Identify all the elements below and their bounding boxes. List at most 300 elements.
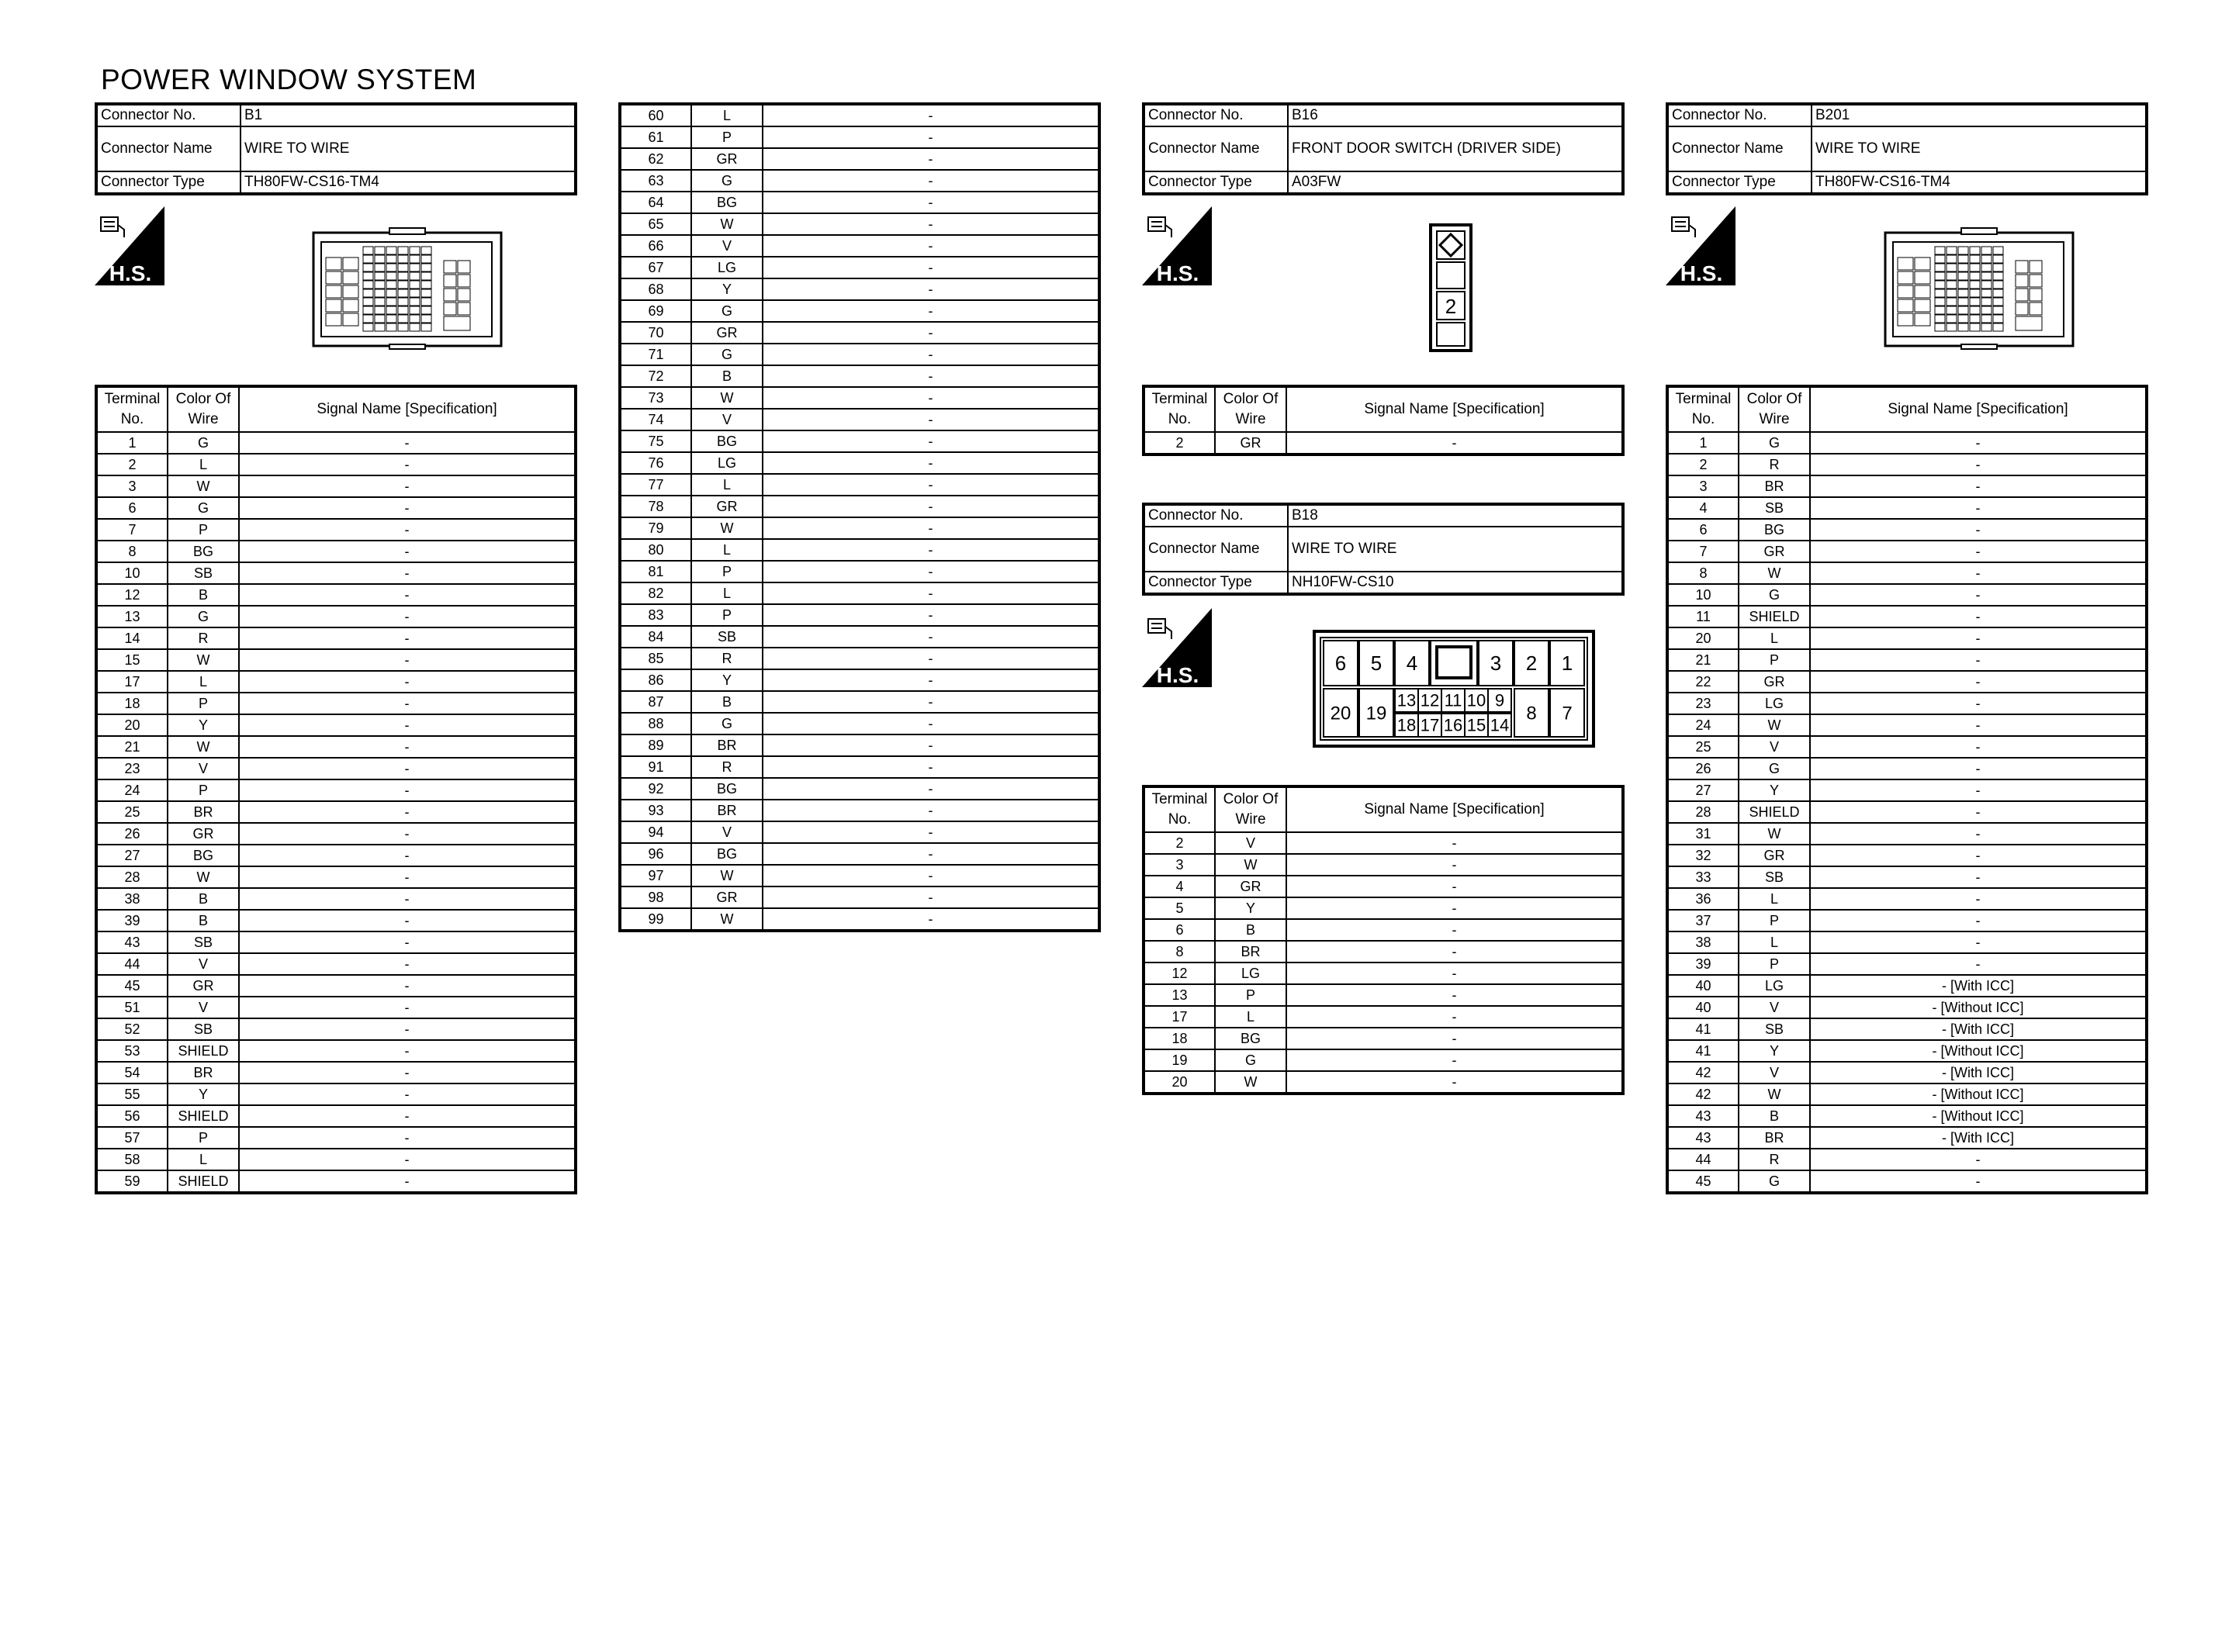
pin-cell <box>363 281 373 289</box>
signal-name-header: Signal Name [Specification] <box>239 386 576 432</box>
pin-cell <box>1993 289 2003 297</box>
signal-name-cell: - <box>1810 866 2147 888</box>
table-row <box>1667 779 2147 801</box>
wire-color-cell: LG <box>1739 693 1810 714</box>
signal-name-cell: - <box>763 604 1099 626</box>
signal-name-cell: - <box>239 627 576 649</box>
terminal-no-cell: 97 <box>620 865 691 886</box>
pin-cell <box>1970 247 1980 254</box>
pin-number: 10 <box>1466 690 1486 710</box>
wire-color-cell: B <box>1215 919 1286 941</box>
pin-cell <box>1970 306 1980 314</box>
pin-cell <box>375 255 385 263</box>
connector-name-value: WIRE TO WIRE <box>241 126 576 171</box>
pin-number: 4 <box>1406 651 1418 676</box>
wire-color-cell: P <box>691 561 763 582</box>
signal-name-cell: - <box>763 517 1099 539</box>
wire-color-cell: V <box>691 409 763 430</box>
table-row <box>1667 1127 2147 1149</box>
pin-cell <box>375 298 385 306</box>
terminal-no-cell: 55 <box>96 1083 168 1105</box>
signal-name-cell: - <box>763 365 1099 387</box>
signal-name-cell: - <box>1286 919 1623 941</box>
table-row <box>620 452 1099 474</box>
terminal-no-cell: 41 <box>1667 1040 1739 1062</box>
terminal-no-cell: 19 <box>1144 1049 1215 1071</box>
table-row <box>620 843 1099 865</box>
signal-name-cell: - <box>1286 1049 1623 1071</box>
table-row <box>96 1170 576 1193</box>
pin-cell <box>1981 272 1992 280</box>
b16-connector-drawing <box>1427 222 1474 354</box>
terminal-no-cell: 81 <box>620 561 691 582</box>
table-row <box>620 561 1099 582</box>
wire-color-cell: BR <box>1215 941 1286 963</box>
b16-terminal-table <box>1142 385 1625 456</box>
signal-name-cell: - <box>763 170 1099 192</box>
table-row <box>96 823 576 845</box>
pin-cell <box>410 264 420 271</box>
pin-cell <box>386 289 396 297</box>
pin-cell <box>375 247 385 254</box>
table-row <box>96 975 576 997</box>
table-row <box>1667 584 2147 606</box>
wire-color-cell: BG <box>168 541 239 562</box>
signal-name-cell: - <box>763 452 1099 474</box>
pin-cell <box>2030 302 2042 315</box>
pin-cell <box>375 289 385 297</box>
wire-color-cell: BR <box>691 734 763 756</box>
hs-badge-label: H.S. <box>1156 261 1199 285</box>
pin-cell <box>444 261 456 273</box>
signal-name-cell: - <box>763 192 1099 213</box>
table-row <box>1667 627 2147 649</box>
pin-cell <box>1935 264 1945 271</box>
signal-name-cell: - <box>763 322 1099 344</box>
table-row <box>1144 1049 1623 1071</box>
wire-color-cell: L <box>1739 627 1810 649</box>
table-row <box>620 691 1099 713</box>
table-row <box>1144 876 1623 897</box>
wire-color-cell: W <box>1739 1083 1810 1105</box>
table-row <box>620 626 1099 648</box>
signal-name-cell: - <box>1810 953 2147 975</box>
terminal-no-cell: 91 <box>620 756 691 778</box>
wire-color-cell: B <box>168 584 239 606</box>
pin-cell <box>1981 315 1992 323</box>
wire-color-cell: R <box>691 756 763 778</box>
pin-cell <box>375 315 385 323</box>
terminal-no-cell: 18 <box>1144 1028 1215 1049</box>
pin-number: 20 <box>1330 703 1351 724</box>
terminal-no-cell: 65 <box>620 213 691 235</box>
signal-name-cell: - <box>239 953 576 975</box>
connector-name-label: Connector Name <box>1144 527 1288 572</box>
wire-color-cell: BR <box>168 801 239 823</box>
pin-cell <box>2016 261 2028 273</box>
pin-number: 1 <box>1561 651 1573 676</box>
signal-name-cell: - <box>763 344 1099 365</box>
pin-cell <box>398 281 408 289</box>
terminal-no-cell: 70 <box>620 322 691 344</box>
signal-name-cell: - <box>239 1149 576 1170</box>
signal-name-cell: - <box>239 541 576 562</box>
signal-name-cell: - <box>1810 801 2147 823</box>
signal-name-cell: - <box>1810 1149 2147 1170</box>
terminal-no-cell: 43 <box>1667 1105 1739 1127</box>
pin-number: 18 <box>1396 715 1417 735</box>
terminal-no-cell: 4 <box>1667 497 1739 519</box>
pin-cell <box>363 255 373 263</box>
signal-name-cell: - <box>1286 1028 1623 1049</box>
wire-color-cell: BG <box>691 843 763 865</box>
table-row <box>96 584 576 606</box>
wire-color-cell: G <box>691 300 763 322</box>
pin-cell <box>1970 289 1980 297</box>
signal-name-cell: - <box>763 148 1099 170</box>
signal-name-cell: - <box>763 126 1099 148</box>
signal-name-cell: - <box>239 823 576 845</box>
terminal-no-cell: 54 <box>96 1062 168 1083</box>
terminal-no-cell: 83 <box>620 604 691 626</box>
terminal-no-cell: 77 <box>620 474 691 496</box>
wire-color-cell: SB <box>1739 866 1810 888</box>
terminal-no-cell: 13 <box>1144 984 1215 1006</box>
pin-cell <box>398 247 408 254</box>
wire-color-cell: V <box>691 235 763 257</box>
table-row <box>1667 866 2147 888</box>
terminal-no-cell: 23 <box>96 758 168 779</box>
signal-name-cell: - <box>239 497 576 519</box>
signal-name-cell: - <box>239 693 576 714</box>
table-row <box>1667 910 2147 931</box>
table-row <box>1144 854 1623 876</box>
connector-type-label: Connector Type <box>1144 572 1288 594</box>
wire-color-cell: V <box>1739 1062 1810 1083</box>
terminal-no-cell: 10 <box>96 562 168 584</box>
table-row <box>96 953 576 975</box>
signal-name-cell: - <box>239 1018 576 1040</box>
pin-cell <box>410 289 420 297</box>
pin-cell <box>1898 257 1913 270</box>
pin-cell <box>1993 298 2003 306</box>
terminal-no-cell: 3 <box>1144 854 1215 876</box>
signal-name-cell: - <box>1810 454 2147 475</box>
wire-color-cell: W <box>168 866 239 888</box>
signal-name-cell: - <box>1810 562 2147 584</box>
signal-name-cell: - <box>239 714 576 736</box>
pin-cell <box>1970 323 1980 331</box>
table-row <box>620 886 1099 908</box>
table-row <box>1667 1040 2147 1062</box>
pin-cell <box>1898 313 1913 326</box>
pin-cell <box>444 302 456 315</box>
wire-color-cell: L <box>1739 888 1810 910</box>
table-row <box>620 278 1099 300</box>
pin-cell <box>386 298 396 306</box>
table-row <box>96 432 576 454</box>
pin-cell <box>1993 323 2003 331</box>
table-row <box>1667 953 2147 975</box>
signal-name-cell: - <box>1286 897 1623 919</box>
wire-color-cell: V <box>168 953 239 975</box>
wire-color-cell: B <box>1739 1105 1810 1127</box>
wire-color-cell: B <box>168 910 239 931</box>
table-row <box>1667 758 2147 779</box>
signal-name-cell: - <box>763 734 1099 756</box>
signal-name-cell: - <box>763 235 1099 257</box>
signal-name-cell: - <box>1810 1170 2147 1193</box>
table-row <box>1667 562 2147 584</box>
signal-name-cell: - <box>763 626 1099 648</box>
wire-color-cell: G <box>1739 1170 1810 1193</box>
signal-name-cell: - <box>239 454 576 475</box>
table-row <box>620 474 1099 496</box>
connector-type-value: NH10FW-CS10 <box>1288 572 1623 594</box>
table-row <box>1667 997 2147 1018</box>
table-row <box>620 865 1099 886</box>
wire-color-cell: SB <box>168 1018 239 1040</box>
terminal-no-cell: 38 <box>1667 931 1739 953</box>
table-row <box>620 365 1099 387</box>
pin-cell <box>363 247 373 254</box>
wire-color-cell: P <box>168 1127 239 1149</box>
pin-cell <box>326 299 341 312</box>
table-row <box>96 910 576 931</box>
pin-cell <box>386 323 396 331</box>
pin-number: 19 <box>1365 703 1387 724</box>
table-row <box>1667 1018 2147 1040</box>
connector-no-label: Connector No. <box>1144 104 1288 126</box>
signal-name-cell: - <box>239 931 576 953</box>
terminal-no-cell: 7 <box>96 519 168 541</box>
table-row <box>96 497 576 519</box>
signal-name-cell: - <box>1286 941 1623 963</box>
wire-color-cell: B <box>168 888 239 910</box>
wire-color-cell: G <box>1215 1049 1286 1071</box>
signal-name-cell: - <box>239 845 576 866</box>
wire-color-cell: G <box>1739 758 1810 779</box>
pin-cell <box>1981 264 1992 271</box>
pin-cell <box>458 275 470 287</box>
pin-cell <box>1947 272 1957 280</box>
terminal-no-header: Terminal No. <box>1144 386 1215 432</box>
terminal-no-cell: 93 <box>620 800 691 821</box>
signal-name-header: Signal Name [Specification] <box>1286 786 1623 832</box>
pin-cell <box>1935 315 1945 323</box>
table-row <box>96 801 576 823</box>
pin-cell <box>421 281 431 289</box>
pin-cell <box>363 289 373 297</box>
signal-name-cell: - <box>763 756 1099 778</box>
terminal-no-cell: 14 <box>96 627 168 649</box>
pin-cell <box>2016 316 2042 330</box>
wire-color-cell: Y <box>1215 897 1286 919</box>
table-row <box>96 1105 576 1127</box>
pin-cell <box>386 255 396 263</box>
pin-cell <box>343 285 358 298</box>
signal-name-cell: - [With ICC] <box>1810 1127 2147 1149</box>
signal-name-cell: - <box>239 866 576 888</box>
table-row <box>96 1062 576 1083</box>
signal-name-cell: - [Without ICC] <box>1810 1105 2147 1127</box>
table-row <box>96 997 576 1018</box>
signal-name-header: Signal Name [Specification] <box>1286 386 1623 432</box>
signal-name-cell: - <box>763 908 1099 931</box>
table-row <box>620 300 1099 322</box>
table-row <box>96 693 576 714</box>
wire-color-cell: P <box>1215 984 1286 1006</box>
pin-cell <box>421 247 431 254</box>
pin-cell <box>1981 281 1992 289</box>
pin-number: 3 <box>1490 651 1502 676</box>
terminal-no-cell: 10 <box>1667 584 1739 606</box>
table-row <box>96 649 576 671</box>
pin-cell <box>1958 289 1968 297</box>
table-row <box>96 1018 576 1040</box>
table-row <box>620 821 1099 843</box>
terminal-no-header: Terminal No. <box>96 386 168 432</box>
pin-cell <box>343 299 358 312</box>
terminal-no-cell: 4 <box>1144 876 1215 897</box>
wire-color-cell: V <box>1215 832 1286 854</box>
terminal-no-cell: 79 <box>620 517 691 539</box>
table-row <box>620 539 1099 561</box>
signal-name-cell: - [With ICC] <box>1810 1062 2147 1083</box>
pin-cell <box>1970 315 1980 323</box>
terminal-no-cell: 17 <box>1144 1006 1215 1028</box>
pin-cell <box>1947 281 1957 289</box>
table-row <box>1667 736 2147 758</box>
pin-cell <box>2016 289 2028 301</box>
wire-color-cell: GR <box>691 496 763 517</box>
signal-name-cell: - <box>1286 876 1623 897</box>
pin-cell <box>1947 247 1957 254</box>
signal-name-cell: - <box>239 975 576 997</box>
wire-color-cell: BR <box>1739 475 1810 497</box>
wire-color-cell: R <box>1739 1149 1810 1170</box>
pin-cell <box>1958 247 1968 254</box>
table-row <box>1144 1028 1623 1049</box>
terminal-no-cell: 6 <box>96 497 168 519</box>
pin-cell <box>1915 285 1930 298</box>
terminal-no-cell: 41 <box>1667 1018 1739 1040</box>
terminal-no-cell: 60 <box>620 104 691 126</box>
pin-cell <box>410 247 420 254</box>
b201-connector-drawing <box>1884 226 2075 351</box>
table-row <box>620 235 1099 257</box>
table-row <box>1667 671 2147 693</box>
terminal-no-cell: 45 <box>1667 1170 1739 1193</box>
terminal-no-cell: 3 <box>1667 475 1739 497</box>
pin-cell <box>1958 306 1968 314</box>
pin-cell <box>410 306 420 314</box>
table-row <box>620 170 1099 192</box>
wire-color-cell: W <box>1739 562 1810 584</box>
table-row <box>96 779 576 801</box>
terminal-no-cell: 21 <box>1667 649 1739 671</box>
b201-terminal-table <box>1666 385 2148 1194</box>
terminal-no-cell: 52 <box>96 1018 168 1040</box>
pin-number: 13 <box>1396 690 1417 710</box>
terminal-no-cell: 89 <box>620 734 691 756</box>
table-row <box>1667 519 2147 541</box>
pin-cell <box>1970 272 1980 280</box>
pin-cell <box>1970 281 1980 289</box>
b16-pin-label: 2 <box>1445 295 1457 318</box>
terminal-no-cell: 72 <box>620 365 691 387</box>
pin-number: 7 <box>1562 703 1573 724</box>
table-row <box>1667 649 2147 671</box>
table-row <box>1667 801 2147 823</box>
harness-side-badge-icon <box>1142 608 1212 687</box>
connector-no-value: B201 <box>1812 104 2147 126</box>
pin-cell <box>458 289 470 301</box>
terminal-no-cell: 73 <box>620 387 691 409</box>
wire-color-cell: R <box>168 627 239 649</box>
wire-color-cell: Y <box>168 1083 239 1105</box>
wire-color-cell: G <box>1739 584 1810 606</box>
table-row <box>620 430 1099 452</box>
pin-cell <box>1958 281 1968 289</box>
pin-cell <box>375 306 385 314</box>
pin-cell <box>343 257 358 270</box>
wire-color-cell: GR <box>691 148 763 170</box>
signal-name-cell: - [Without ICC] <box>1810 1040 2147 1062</box>
table-row <box>620 713 1099 734</box>
signal-name-cell: - <box>1810 584 2147 606</box>
terminal-no-cell: 67 <box>620 257 691 278</box>
wire-color-cell: W <box>691 517 763 539</box>
color-of-wire-header: Color Of Wire <box>1215 386 1286 432</box>
pin-cell <box>1947 298 1957 306</box>
table-row <box>620 104 1099 126</box>
table-row <box>1667 693 2147 714</box>
wire-color-cell: G <box>691 713 763 734</box>
terminal-no-cell: 66 <box>620 235 691 257</box>
pin-cell <box>1898 271 1913 284</box>
terminal-no-cell: 13 <box>96 606 168 627</box>
table-row <box>1667 845 2147 866</box>
table-row <box>1144 941 1623 963</box>
terminal-no-cell: 38 <box>96 888 168 910</box>
pin-cell <box>386 315 396 323</box>
terminal-no-cell: 12 <box>1144 963 1215 984</box>
pin-cell <box>1993 255 2003 263</box>
pin-cell <box>1947 315 1957 323</box>
pin-cell <box>326 271 341 284</box>
wire-color-cell: V <box>691 821 763 843</box>
pin-number: 6 <box>1334 651 1347 676</box>
terminal-no-cell: 99 <box>620 908 691 931</box>
table-row <box>1667 497 2147 519</box>
table-row <box>96 627 576 649</box>
pin-cell <box>1958 298 1968 306</box>
signal-name-cell: - <box>763 821 1099 843</box>
wire-color-cell: Y <box>168 714 239 736</box>
terminal-no-cell: 6 <box>1667 519 1739 541</box>
table-row <box>96 519 576 541</box>
wire-color-cell: GR <box>1739 671 1810 693</box>
pin-cell <box>386 281 396 289</box>
pin-cell <box>421 306 431 314</box>
pin-cell <box>2030 261 2042 273</box>
pin-cell <box>2016 275 2028 287</box>
signal-name-cell: - <box>1810 432 2147 454</box>
pin-cell <box>1947 306 1957 314</box>
table-row <box>96 606 576 627</box>
terminal-no-cell: 44 <box>96 953 168 975</box>
